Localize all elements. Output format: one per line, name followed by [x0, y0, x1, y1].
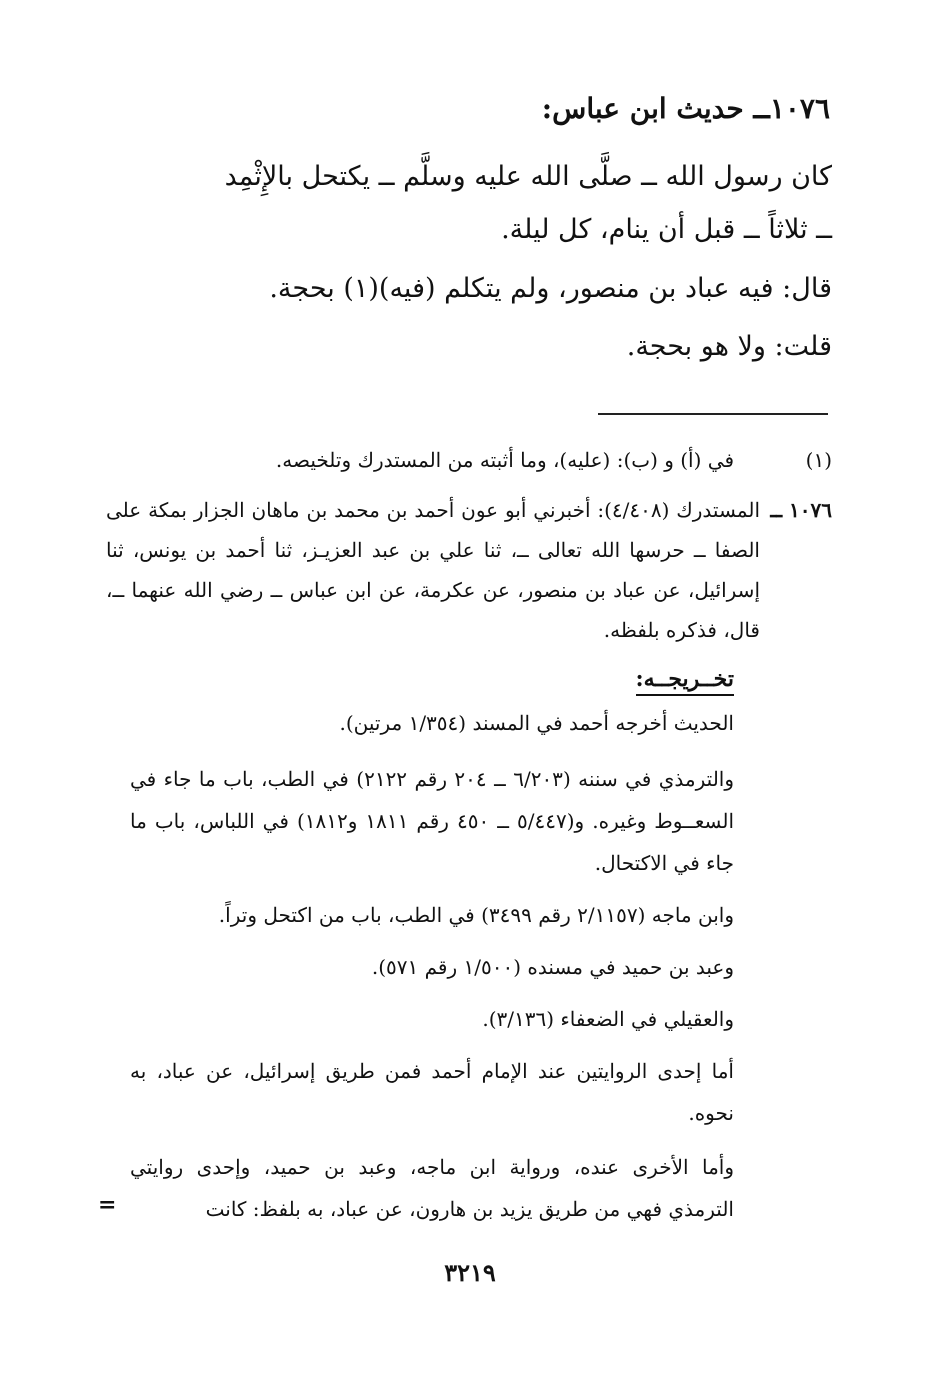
continuation-mark: =	[98, 1192, 117, 1218]
takhrij-paragraph: أما إحدى الروايتين عند الإمام أحمد فمن طريق إسرائيل، عن عباد، به نحوه.	[130, 1059, 734, 1125]
takhrij-paragraph: الحديث أخرجه أحمد في المسند (١/٣٥٤ مرتين).	[339, 711, 734, 735]
hadith-text-line-1: كان رسول الله ــ صلَّى الله عليه وسلَّم ــ يكتحل بالإِثْمِد	[224, 161, 832, 192]
takhrij-paragraph: والعقيلي في الضعفاء (٣/١٣٦).	[482, 1007, 734, 1031]
takhrij-paragraph: وعبد بن حميد في مسنده (١/٥٠٠ رقم ٥٧١).	[371, 955, 734, 979]
takhrij-title: تخــريجــه:	[636, 664, 734, 696]
page-number: ٣٢١٩	[444, 1258, 496, 1287]
takhrij-paragraph: وأما الأخرى عنده، ورواية ابن ماجه، وعبد بن حميد، وإحدى روايتي الترمذي فهي من طريق يزيد بن هارون، عن عباد، به بلفظ: كانت	[130, 1155, 734, 1221]
hadith-text-line-2: ــ ثلاثاً ــ قبل أن ينام، كل ليلة.	[501, 214, 832, 245]
takhrij-paragraph: والترمذي في سننه (٦/٢٠٣ ــ ٢٠٤ رقم ٢١٢٢) في الطب، باب ما جاء في السعــوط وغيره. و(٥/٤٤٧ ــ ٤٥٠ رقم ١٨١١ و١٨١٢) في اللباس، باب ما جاء في الاكتحال.	[130, 767, 735, 875]
footnote-text: في (أ) و (ب): (عليه)، وما أثبته من المستدرك وتلخيصه.	[275, 448, 734, 472]
hadith-heading: ١٠٧٦ــ حديث ابن عباس:	[541, 92, 830, 125]
takhrij-paragraph: وابن ماجه (٢/١١٥٧ رقم ٣٤٩٩) في الطب، باب من اكتحل وتراً.	[218, 903, 734, 927]
qala-statement: قال: فيه عباد بن منصور، ولم يتكلم (فيه)(١) بحجة.	[269, 273, 832, 304]
reference-text: المستدرك (٤/٤٠٨): أخبرني أبو عون أحمد بن محمد بن ماهان الجزار بمكة على الصفا ــ حرسها الله تعالى ــ، ثنا علي بن عبد العزيـز، ثنا أحمد بن يونس، ثنا إسرائيل، عن عباد بن منصور، عن عكرمة، عن ابن عباس ــ رضي الله عنهما ــ، قال، فذكره بلفظه.	[106, 498, 761, 642]
footnote-divider	[598, 413, 828, 415]
footnote-marker: (١)	[805, 448, 832, 472]
qultu-statement: قلت: ولا هو بحجة.	[626, 331, 832, 362]
reference-number: ١٠٧٦ ــ	[770, 498, 832, 522]
